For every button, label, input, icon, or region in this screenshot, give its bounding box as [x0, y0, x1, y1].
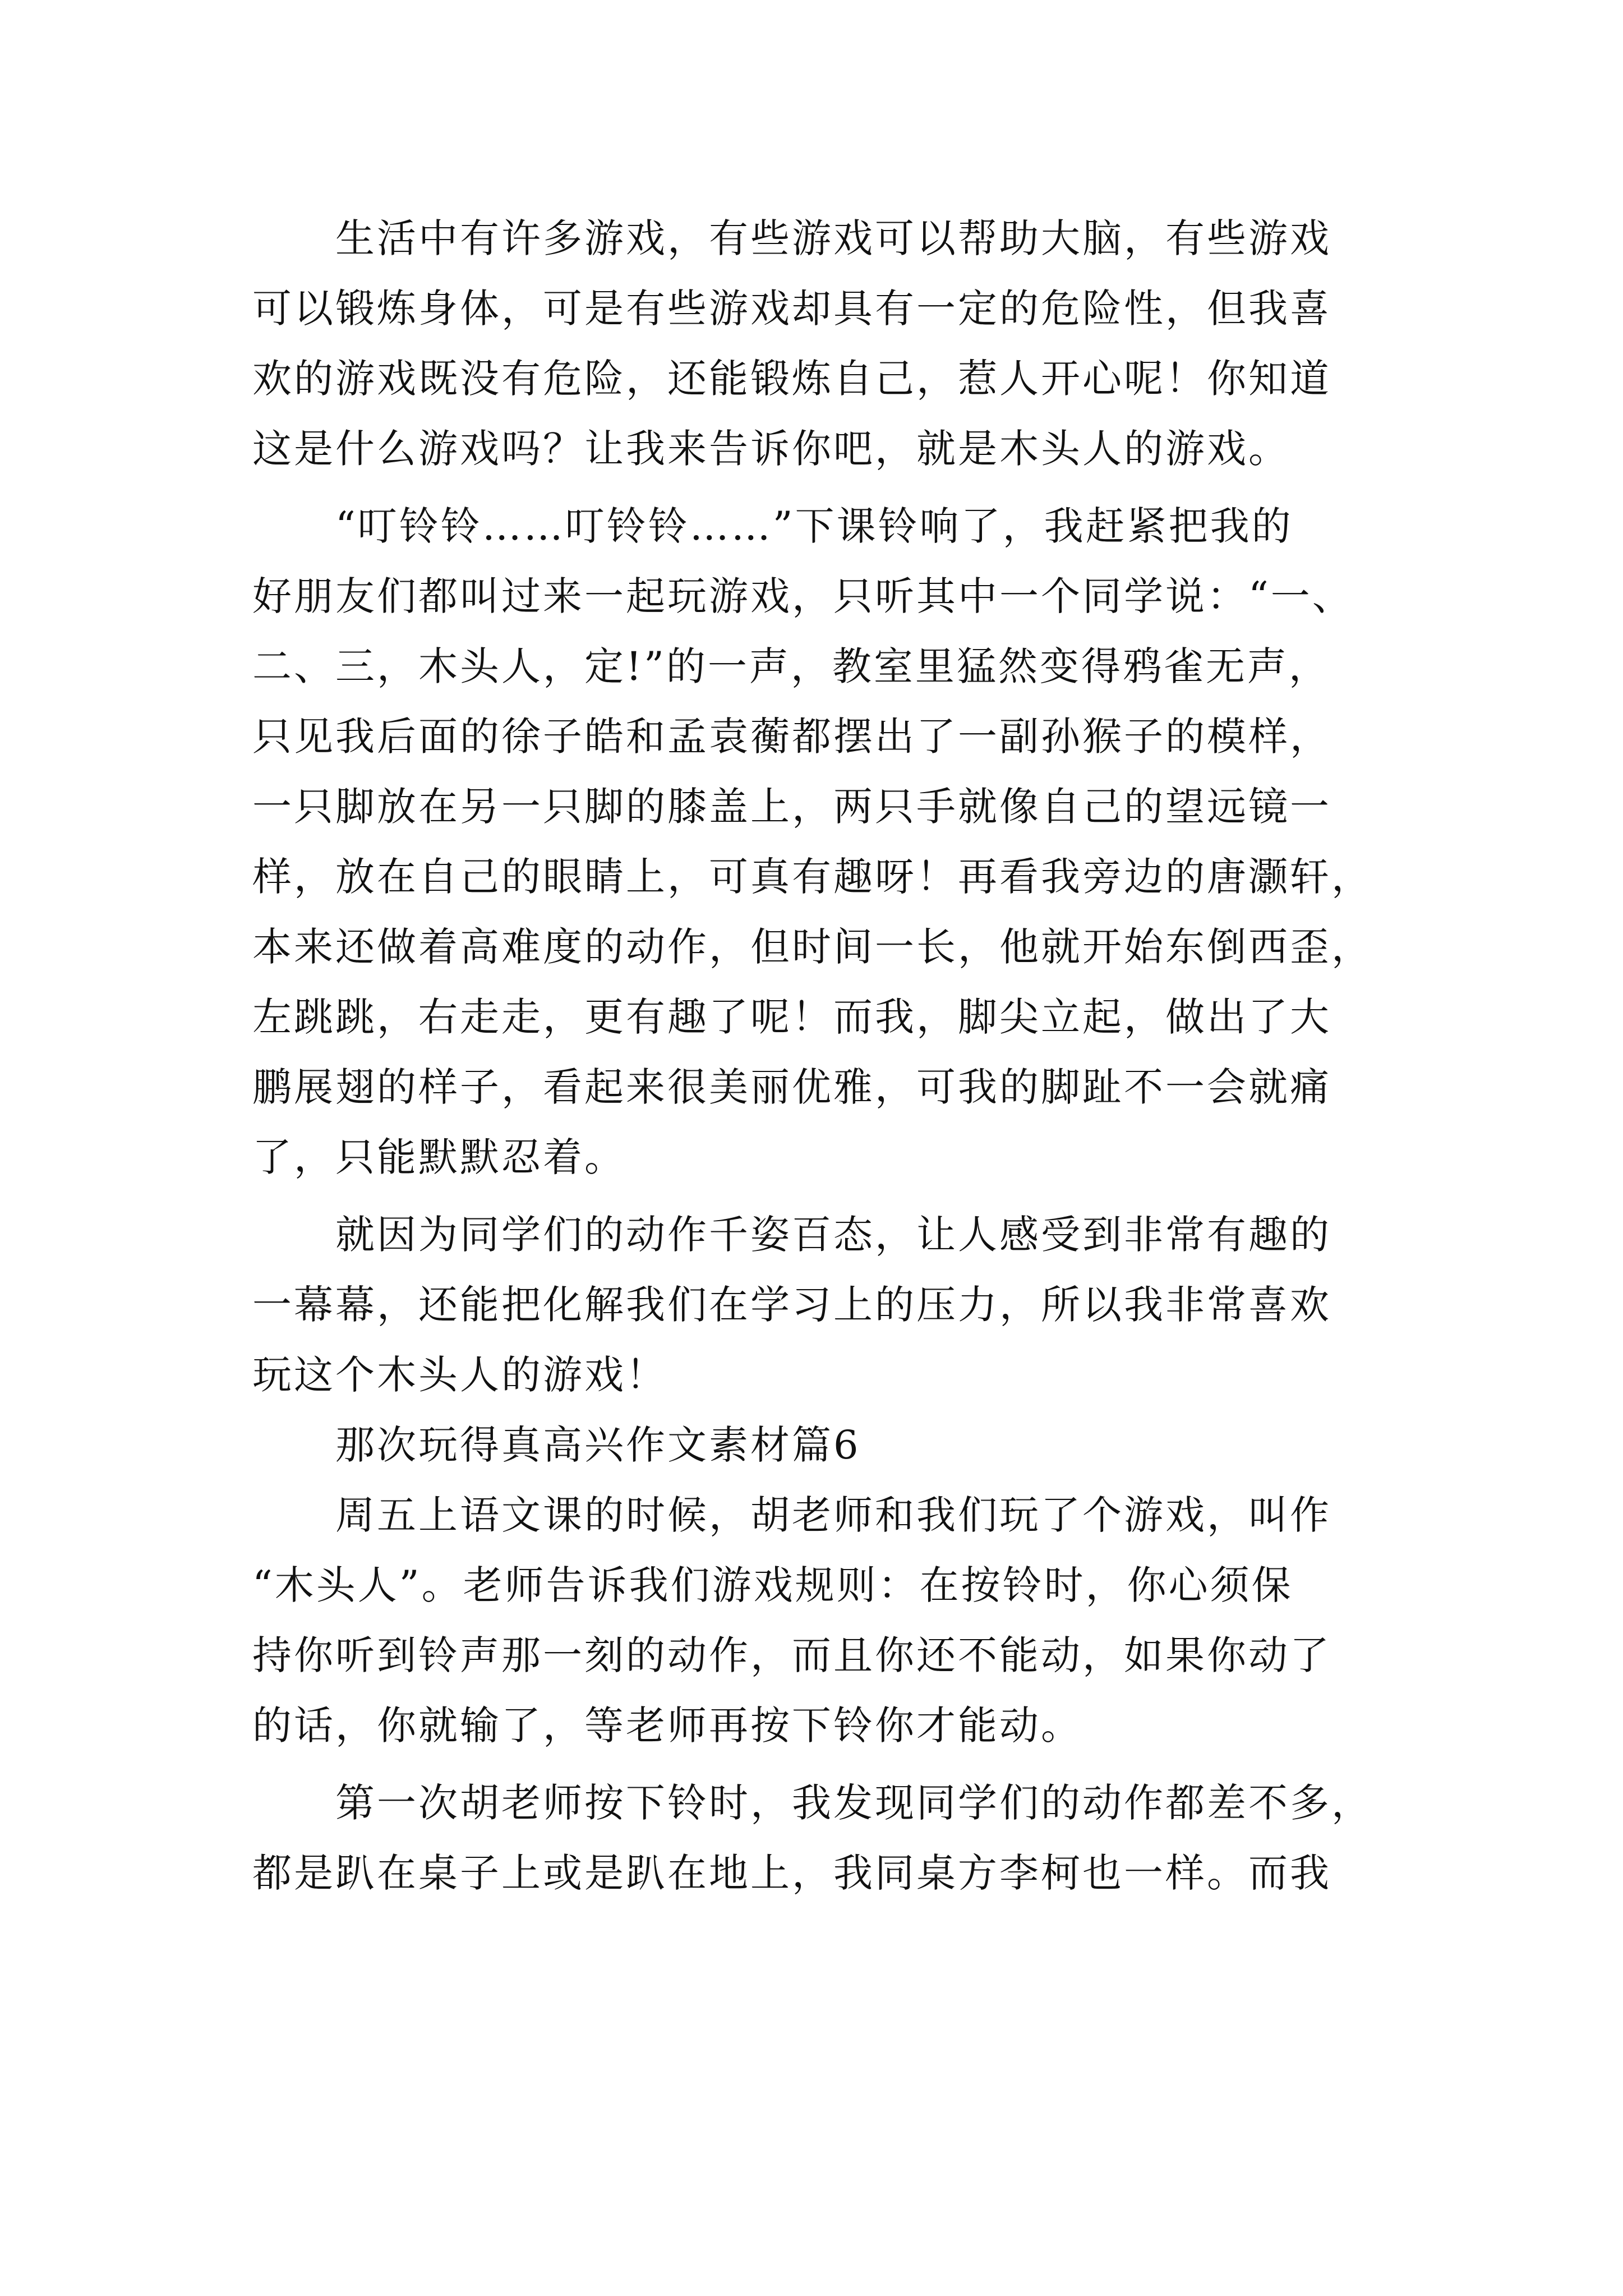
text-line: 了，只能默默忍着。	[252, 1134, 626, 1180]
text-line: 样，放在自己的眼睛上，可真有趣呀！再看我旁边的唐灏轩，	[252, 854, 1373, 900]
text-line: 第一次胡老师按下铃时，我发现同学们的动作都差不多，	[252, 1780, 1373, 1826]
text-line: 左跳跳，右走走，更有趣了呢！而我，脚尖立起，做出了大	[252, 994, 1331, 1040]
text-line: 只见我后面的徐子皓和孟袁蘅都摆出了一副孙猴子的模样，	[252, 714, 1331, 760]
text-line: 这是什么游戏吗？让我来告诉你吧，就是木头人的游戏。	[252, 426, 1290, 472]
text-line: 周五上语文课的时候，胡老师和我们玩了个游戏，叫作	[252, 1492, 1331, 1538]
text-line: 都是趴在桌子上或是趴在地上，我同桌方李柯也一样。而我	[252, 1850, 1331, 1896]
text-line: 二、三，木头人，定!”的一声，教室里猛然变得鸦雀无声，	[252, 643, 1330, 689]
text-line: 持你听到铃声那一刻的动作，而且你还不能动，如果你动了	[252, 1632, 1331, 1678]
text-line: 好朋友们都叫过来一起玩游戏，只听其中一个同学说：“一、	[252, 573, 1354, 619]
text-line: 本来还做着高难度的动作，但时间一长，他就开始东倒西歪，	[252, 924, 1373, 970]
text-line: “叮铃铃……叮铃铃……”下课铃响了，我赶紧把我的	[252, 503, 1293, 549]
text-line: 一幕幕，还能把化解我们在学习上的压力，所以我非常喜欢	[252, 1282, 1331, 1328]
text-line: “木头人”。老师告诉我们游戏规则：在按铃时，你心须保	[252, 1562, 1293, 1608]
text-line: 可以锻炼身体，可是有些游戏却具有一定的危险性，但我喜	[252, 286, 1331, 332]
text-line: 生活中有许多游戏，有些游戏可以帮助大脑，有些游戏	[252, 215, 1331, 261]
text-line: 一只脚放在另一只脚的膝盖上，两只手就像自己的望远镜一	[252, 784, 1331, 830]
text-line: 就因为同学们的动作千姿百态，让人感受到非常有趣的	[252, 1212, 1331, 1258]
section-heading: 那次玩得真高兴作文素材篇6	[252, 1422, 861, 1468]
text-line: 欢的游戏既没有危险，还能锻炼自己，惹人开心呢！你知道	[252, 356, 1331, 402]
text-line: 鹏展翅的样子，看起来很美丽优雅，可我的脚趾不一会就痛	[252, 1064, 1331, 1110]
text-line: 玩这个木头人的游戏！	[252, 1352, 667, 1398]
text-line: 的话，你就输了，等老师再按下铃你才能动。	[252, 1703, 1082, 1749]
